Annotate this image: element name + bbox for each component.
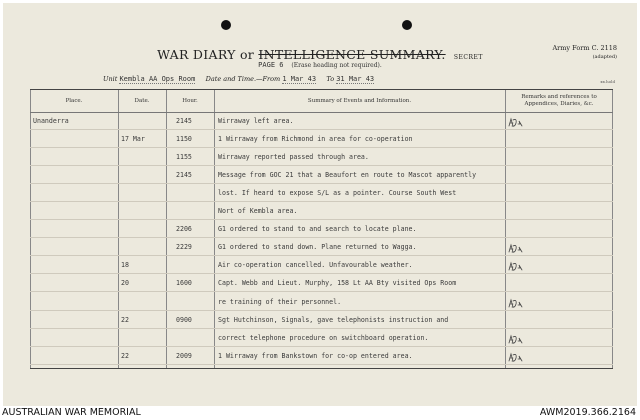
initials-signature xyxy=(507,352,525,363)
initials-signature xyxy=(507,243,525,254)
cell-summary: Message from GOC 21 that a Beaufort en route to Mascot apparently xyxy=(218,171,477,180)
form-name: Army Form C. 2118 xyxy=(552,44,617,52)
column-rule xyxy=(214,90,215,368)
row-rule xyxy=(30,165,613,166)
form-note: (adapted) xyxy=(592,54,617,60)
date-to: 31 Mar 43 xyxy=(336,75,375,83)
cell-summary: Wirraway reported passed through area. xyxy=(218,153,369,162)
row-rule xyxy=(30,346,613,347)
date-from: 1 Mar 43 xyxy=(282,75,317,83)
punch-hole xyxy=(402,20,412,30)
column-rule xyxy=(505,90,506,368)
cell-summary: G1 ordered to stand to and search to locate plane. xyxy=(218,225,417,234)
cell-summary: lost. If heard to expose S/L as a pointer. Course South West xyxy=(218,189,457,198)
credit-right: AWM2019.366.2164 xyxy=(539,407,636,418)
unit-line xyxy=(103,75,374,83)
row-rule xyxy=(30,237,613,238)
cell-hour: 1155 xyxy=(176,153,192,162)
cell-hour: 2009 xyxy=(176,351,192,360)
form-label xyxy=(552,44,617,62)
row-rule xyxy=(30,219,613,220)
unit-label: Unit xyxy=(103,75,118,83)
initials-signature xyxy=(507,261,525,272)
row-rule xyxy=(30,255,613,256)
row-rule xyxy=(30,201,613,202)
header-date: Date. xyxy=(134,97,150,104)
cell-place: Unanderra xyxy=(33,117,69,125)
cell-summary: Sgt Hutchinson, Signals, gave telephonists instruction and xyxy=(218,315,449,324)
cell-hour: 2145 xyxy=(176,117,192,125)
war-diary-page xyxy=(3,3,637,406)
cell-summary: Nort of Kembla area. xyxy=(218,207,298,216)
page-title xyxy=(3,47,637,62)
initials-signature xyxy=(507,117,525,128)
row-rule xyxy=(30,183,613,184)
column-rule xyxy=(118,90,119,368)
row-rule xyxy=(30,310,613,311)
to-label: To xyxy=(326,75,335,83)
row-rule xyxy=(30,273,613,274)
corner-note: xx.hold xyxy=(600,79,615,84)
cell-summary: Wirraway left area. xyxy=(218,117,294,125)
cell-date: 22 xyxy=(121,315,129,324)
cell-hour: 0900 xyxy=(176,315,192,324)
punch-hole xyxy=(221,20,231,30)
cell-date: 20 xyxy=(121,279,129,288)
credit-left: AUSTRALIAN WAR MEMORIAL xyxy=(2,407,141,418)
column-rule xyxy=(612,90,613,368)
title-prefix: WAR DIARY or xyxy=(157,47,255,62)
title-struck: INTELLIGENCE SUMMARY. xyxy=(258,47,446,62)
cell-hour: 1600 xyxy=(176,279,192,288)
row-rule xyxy=(30,147,613,148)
initials-signature xyxy=(507,334,525,345)
secret-stamp: SECRET xyxy=(453,54,483,61)
header-place: Place. xyxy=(65,97,83,104)
row-rule xyxy=(30,291,613,292)
cell-summary: 1 Wirraway from Richmond in area for co-operation xyxy=(218,135,413,144)
diary-table xyxy=(30,89,613,369)
row-rule xyxy=(30,129,613,130)
subtitle xyxy=(3,61,637,69)
cell-hour: 1150 xyxy=(176,135,192,144)
cell-summary: G1 ordered to stand down. Plane returned to Wagga. xyxy=(218,243,417,252)
cell-date: 17 Mar xyxy=(121,135,145,144)
header-rule xyxy=(30,112,613,113)
cell-summary: re training of their personnel. xyxy=(218,297,342,306)
cell-hour: 2206 xyxy=(176,225,192,234)
header-summary: Summary of Events and Information. xyxy=(307,97,412,104)
header-remarks: Remarks and references to Appendices, Diaries, &c. xyxy=(521,94,597,107)
erase-note: (Erase heading not required). xyxy=(291,62,382,69)
cell-summary: Capt. Webb and Lieut. Murphy, 158 Lt AA Bty visited Ops Room xyxy=(218,279,457,288)
date-label: Date and Time.—From xyxy=(205,75,281,83)
initials-signature xyxy=(507,298,525,309)
cell-hour: 2229 xyxy=(176,243,192,252)
column-rule xyxy=(166,90,167,368)
header-hour: Hour. xyxy=(182,97,198,104)
cell-summary: Air co-operation cancelled. Unfavourable weather. xyxy=(218,261,413,270)
cell-date: 18 xyxy=(121,261,129,270)
unit-value: Kembla AA Ops Room xyxy=(119,75,196,83)
cell-summary: 1 Wirraway from Bankstown for co-op entered area. xyxy=(218,351,413,360)
cell-summary: correct telephone procedure on switchboard operation. xyxy=(218,333,429,342)
cell-date: 22 xyxy=(121,351,129,360)
page-number: PAGE 6 xyxy=(258,61,284,69)
cell-hour: 2145 xyxy=(176,171,192,180)
row-rule xyxy=(30,364,613,365)
row-rule xyxy=(30,328,613,329)
column-rule xyxy=(30,90,31,368)
